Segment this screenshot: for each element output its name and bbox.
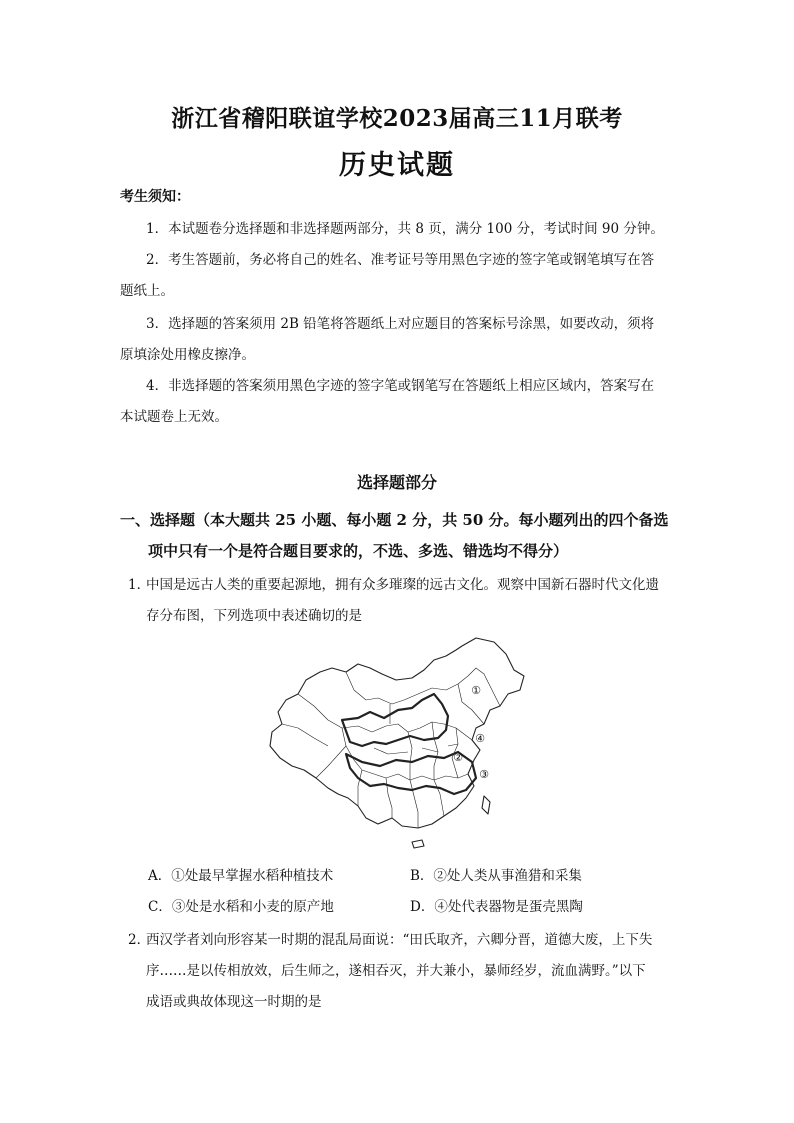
option-b-label: B． <box>410 868 434 884</box>
option-a[interactable] <box>148 864 333 884</box>
marker-3: ③ <box>479 768 489 781</box>
subject-title: 历史试题 <box>339 150 455 181</box>
yellow-river-zone <box>342 694 448 746</box>
exam-title: 浙江省稽阳联谊学校2023届高三11月联考 <box>171 105 623 132</box>
option-c-label: C． <box>148 899 172 915</box>
marker-4: ④ <box>475 732 485 745</box>
notice-item-4-cont: 本试题卷上无效。 <box>120 409 228 425</box>
china-outline <box>270 638 524 828</box>
option-a-text: ①处最早掌握水稻种植技术 <box>171 868 334 884</box>
neolithic-culture-map <box>262 628 532 850</box>
notice-item-3-cont: 原填涂处用橡皮擦净。 <box>120 347 255 363</box>
option-c[interactable] <box>148 895 334 915</box>
notice-item-4: 4．非选择题的答案须用黑色字迹的签字笔或钢笔写在答题纸上相应区域内，答案写在 <box>146 378 655 394</box>
section-title: 选择题部分 <box>356 473 437 492</box>
section-instruction: 一、选择题（本大题共 25 小题、每小题 2 分，共 50 分。每小题列出的四个备选 <box>120 511 669 529</box>
option-c-text: ③处是水稻和小麦的原产地 <box>171 899 334 915</box>
marker-2: ② <box>453 751 463 764</box>
section-instruction-cont: 项中只有一个是符合题目要求的，不选、多选、错选均不得分） <box>148 542 569 560</box>
option-d-label: D． <box>410 899 435 915</box>
question-2-stem-cont-2: 成语或典故体现这一时期的是 <box>146 994 322 1010</box>
option-a-label: A． <box>148 868 172 884</box>
notice-item-2: 2．考生答题前，务必将自己的姓名、准考证号等用黑色字迹的签字笔或钢笔填写在答 <box>146 252 655 268</box>
question-1-stem: 中国是远古人类的重要起源地，拥有众多璀璨的远古文化。观察中国新石器时代文化遗 <box>146 577 659 593</box>
question-2-stem: 西汉学者刘向形容某一时期的混乱局面说：“田氏取齐，六卿分晋，道德大废，上下失 <box>146 932 653 948</box>
question-2-stem-cont: 序……是以传相放效，后生师之，遂相吞灭，并大兼小，暴师经岁，流血满野。”以下 <box>146 963 646 979</box>
notice-item-2-cont: 题纸上。 <box>120 283 174 299</box>
question-1-stem-cont: 存分布图，下列选项中表述确切的是 <box>146 608 362 624</box>
option-d[interactable] <box>410 895 583 915</box>
notice-heading: 考生须知： <box>120 189 190 205</box>
notice-item-1: 1．本试题卷分选择题和非选择题两部分，共 8 页，满分 100 分，考试时间 90 分钟。 <box>146 221 664 237</box>
marker-1: ① <box>471 684 481 697</box>
option-b-text: ②处人类从事渔猎和采集 <box>433 868 582 884</box>
option-d-text: ④处代表器物是蛋壳黑陶 <box>434 899 583 915</box>
option-b[interactable] <box>410 864 582 884</box>
notice-item-3: 3．选择题的答案须用 2B 铅笔将答题纸上对应题目的答案标号涂黑，如要改动，须将 <box>146 316 655 332</box>
question-1-number: 1． <box>128 577 151 593</box>
question-2-number: 2． <box>128 932 151 948</box>
